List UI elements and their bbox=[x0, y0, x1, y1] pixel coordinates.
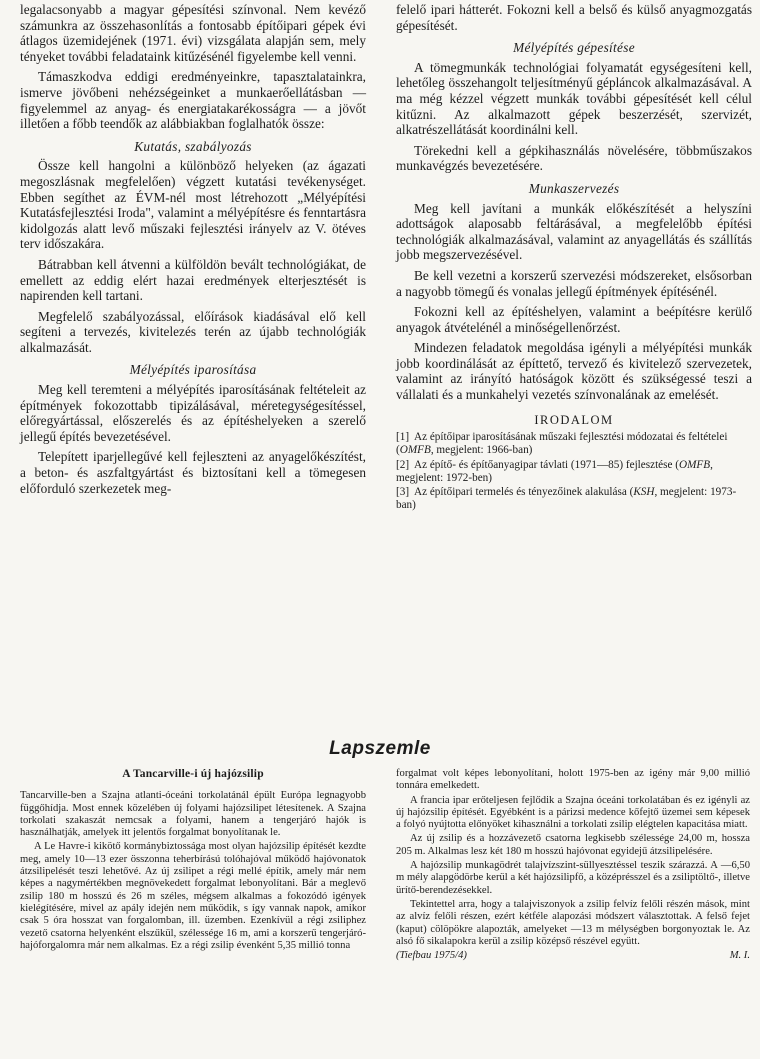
reference-number: [1] bbox=[396, 431, 410, 444]
reference-source: OMFB bbox=[678, 458, 711, 471]
paragraph: A tömegmunkák technológiai folyamatát egységesíteni kell, lehetőleg összehangolt teljesítményű gépláncok alkalmazásával. A ma még kézzel végzett munkák további gépesítését kell célul kitűzni. Az alkalmazott gépek beszerzését, szervizét, alkatrészellátását koordinálni kell. bbox=[396, 59, 752, 138]
paragraph: Törekedni kell a gépkihasználás növelésére, többműszakos munkavégzés bevezetésére. bbox=[396, 142, 752, 174]
paragraph: Fokozni kell az építéshelyen, valamint a beépítésre kerülő anyagok átvételénél a minőségellenőrzést. bbox=[396, 304, 752, 335]
section-heading-industrialization: Mélyépítés iparosítása bbox=[129, 362, 257, 378]
right-column bbox=[396, 2, 752, 514]
paragraph: legalacsonyabb a magyar gépesítési színvonal. Nem kevéző számunkra az összehasonlítás a fontosabb építőipari gépek évi átlagos üzemidejének (1971. évi) vizsgálata alapján sem, mely tényeket további feladataink kitűzésénél figyelembe kell venni. bbox=[20, 2, 366, 64]
reference-tail: , megjelent: 1973-ban) bbox=[396, 486, 737, 512]
article-author: M. I. bbox=[729, 950, 750, 962]
paragraph: Tancarville-ben a Szajna atlanti-óceáni torkolatánál épült Európa legnagyobb függőhídja. Most ennek közelében új folyami hajózsilipet létesítenek. A Szajna torkolati szakaszát nemcsak a folyami, hanem a tengerjáró hajók is használhatják, amelyek itt jelentős forgalmat bonyolítanak le. bbox=[20, 790, 366, 839]
article-source: (Tiefbau 1975/4) bbox=[396, 950, 467, 962]
paragraph: Megfelelő szabályozással, előírások kiadásával elő kell segíteni a tervezés, kivitelezés terén az újabb technológiák alkalmazását. bbox=[20, 308, 366, 355]
reference-item bbox=[396, 459, 752, 485]
reference-text: Az építőipari termelés és tényezőinek alakulása ( bbox=[414, 486, 634, 499]
paragraph: Mindezen feladatok megoldása igényli a mélyépítési munkák jobb koordinálását az építtető, tervező és kivitelező szervezetek, valamint az irányító hatóságok között és szükségessé teszi a vállalati és a munkahelyi vezetés színvonalának az emelését. bbox=[396, 340, 752, 403]
paragraph: A francia ipar erőteljesen fejlődik a Szajna óceáni torkolatában és ez igényli az új hajózsilip építését. Egyébként is a párizsi medence kőfejtő üzemei sem képesek a folyó nyújtotta előnyöket kihasználni a torkolati zsilip elégtelen kapacitása miatt. bbox=[396, 794, 750, 831]
section-heading-mechanization: Mélyépítés gépesítése bbox=[513, 40, 635, 56]
reference-item bbox=[396, 486, 752, 512]
left-column bbox=[20, 2, 366, 501]
paragraph: felelő ipari hátterét. Fokozni kell a belső és külső anyagmozgatás gépesítését. bbox=[396, 2, 752, 33]
reference-number: [2] bbox=[396, 458, 410, 471]
paragraph: A hajózsilip munkagödrét talajvízszint-süllyesztéssel teszik szárazzá. A —6,50 m mély alapgödörbe kerül a két hajózsilipfő, a középrésszel és a zsiliptöltő-, illetve ürítő-berendezésekkel. bbox=[396, 860, 750, 896]
paragraph: Be kell vezetni a korszerű szervezési módszereket, elsősorban a nagyobb tömegű és vonalas jellegű építmények építésénél. bbox=[396, 267, 752, 299]
paragraph: Támaszkodva eddigi eredményeinkre, tapasztalatainkra, ismerve jövőbeni nehézségeinket a munkaerőellátásban — figyelemmel az anyag- és energiatakarékosságra — a jövőt illetően a főbb teendők az alábbiakban foglalhatók össze: bbox=[20, 69, 366, 132]
section-heading-organization: Munkaszervezés bbox=[528, 180, 620, 196]
paragraph: Telepített iparjellegűvé kell fejleszteni az anyagelőkészítést, a beton- és aszfaltgyártást és biztosítani kell a tömegesen előforduló szerkezetek meg- bbox=[20, 449, 366, 496]
reference-tail: , megjelent: 1972-ben) bbox=[396, 458, 713, 484]
reference-source: OMFB bbox=[399, 444, 431, 457]
article-title: A Tancarville-i új hajózsilip bbox=[122, 768, 264, 780]
reference-text: Az építőipar iparosításának műszaki fejlesztési módozatai és feltételei ( bbox=[396, 431, 728, 457]
press-review-heading: Lapszemle bbox=[329, 738, 431, 759]
paragraph: Az új zsilip és a hozzávezető csatorna legkisebb szélessége 24,00 m, hossza 205 m. Alkalmas lesz két 180 m hosszú hajóvonat egyidejű átzsilipelésére. bbox=[396, 833, 750, 857]
paragraph: Meg kell javítani a munkák előkészítését a helyszíni adottságok alaposabb feltárásával, a megfelelőbb építési technológiák alkalmazásával, valamint az anyagellátás és szállítás jobb megszervezésével. bbox=[396, 200, 752, 263]
paragraph: Tekintettel arra, hogy a talajviszonyok a zsilip felvíz felőli részén mások, mint az alvíz felőli részen, ezért kétféle alapozási módszert választottak. A felső fejet (kaput) cölöpökre alapozták, amelyeket —13 m mélységben borgonyoztak le. Az alsó fő sikalapokra kerül a zsilip középső részével együtt. bbox=[396, 898, 750, 947]
section-heading-research: Kutatás, szabályozás bbox=[134, 138, 252, 154]
paragraph: Bátrabban kell átvenni a külföldön bevált technológiákat, de emellett az eddig elért hazai eredmények elterjesztését is napirenden kell tartani. bbox=[20, 256, 366, 304]
paragraph: A Le Havre-i kikötő kormánybiztossága most olyan hajózsilip építését kezdte meg, amely 10—13 ezer összonna teherbírású tolóhajóval működő hajóvonatok átzsilipelését teszi lehetővé. Az új zsilipet a régi mellé építik, amely már nem képes a nagymértékben megnövekedett forgalmat lebonyolítani. Bár a meglevő zsilip 180 m hosszú és 26 m széles, mégsem alkalmas a fokozódó igények kielégítésére, mivel az apály idején nem működik, s így vannak napok, amikor csak 5 óra hosszat van forgalomban, ill. üzemben. Ezenkívül a régi zsiliphez vezető csatorna helyenként elszűkül, szélessége 16 m, ami a korszerű tengerjáró-hajóforgalomra már nem alkalmas. Ez a régi zsilip évenként 5,35 millió tonna bbox=[20, 841, 366, 951]
paragraph: Össze kell hangolni a különböző helyeken (az ágazati megoszlásnak megfelelően) végzett kutatási tevékenységet. Ebben segíthet az ÉVM-nél most létrehozott „Mélyépítési Kutatásfejlesztési Iroda", valamint a mélyépítésre és fenntartásra kidolgozás alatt levő műszaki fejlesztési irányelv az V. ötéves terv időszakára. bbox=[20, 158, 366, 252]
reference-item bbox=[396, 431, 752, 457]
reference-text: Az építő- és építőanyagipar távlati (1971—85) fejlesztése ( bbox=[414, 458, 679, 471]
references-heading: IRODALOM bbox=[534, 412, 614, 427]
review-left-column bbox=[20, 768, 366, 954]
review-right-column bbox=[396, 768, 750, 962]
reference-tail: , megjelent: 1966-ban) bbox=[430, 444, 533, 457]
paragraph: Meg kell teremteni a mélyépítés iparosításának feltételeit az építmények fokozottabb tipizálásával, méretegységesítéssel, előregyártással, előszerelés és az építéshelyeken a szerelő jellegű építés bevezetésével. bbox=[20, 382, 366, 444]
reference-number: [3] bbox=[396, 486, 410, 499]
paragraph: forgalmat volt képes lebonyolítani, holott 1975-ben az igény már 9,00 millió tonnára emelkedett. bbox=[396, 768, 750, 792]
article-signature bbox=[396, 950, 750, 962]
reference-source: KSH bbox=[633, 486, 655, 499]
